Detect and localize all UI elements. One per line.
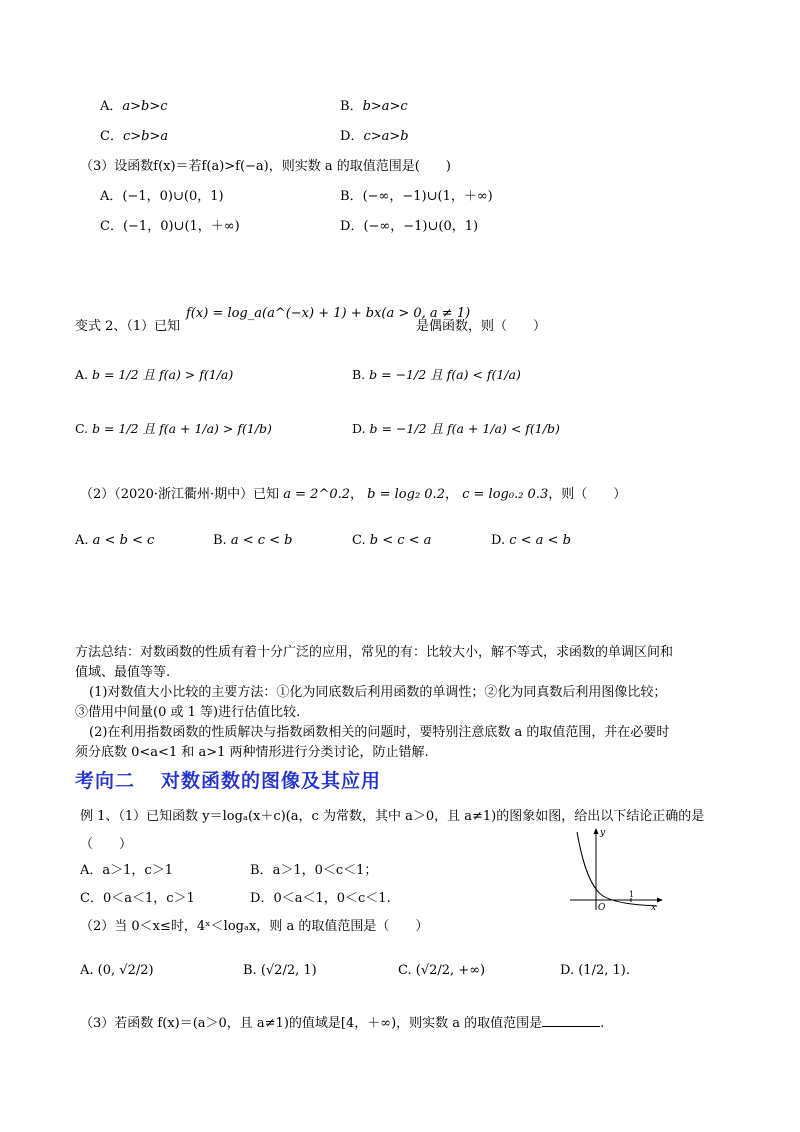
summary-line-5: (2)在利用指数函数的性质解决与指数函数相关的问题时，要特别注意底数 a 的取值范围，并在必要时 — [89, 725, 670, 740]
x-label: x — [651, 903, 657, 912]
y-axis-arrow — [594, 828, 599, 834]
v2-q2-option-c: C. b < c < a — [352, 533, 432, 548]
v2-q2-a: a = 2^0.2 — [283, 487, 351, 502]
q3-option-d: D．(−∞，−1)∪(0，1) — [340, 219, 479, 234]
section-heading: 考向二 对数函数的图像及其应用 — [75, 770, 382, 792]
summary-line-3: (1)对数值大小比较的主要方法：①化为同底数后利用函数的单调性；②化为同真数后利用图像比较； — [89, 685, 667, 700]
v2-q2-b: b = log₂ 0.2 — [367, 487, 445, 502]
v2-q2-stem: （2）（2020·浙江衢州·期中）已知 a = 2^0.2， b = log₂ 0.2， c = log₀.₂ 0.3，则（ ） — [80, 487, 627, 502]
summary-line-2: 值域、最值等等. — [75, 665, 171, 680]
e1-q2-option-d: D. (1/2, 1). — [560, 963, 630, 978]
e1-q2-option-b: B. (√2/2, 1) — [243, 963, 317, 978]
option-c: C．c>b>a — [100, 129, 169, 144]
q3-option-c: C．(−1，0)∪(1，＋∞) — [100, 219, 240, 234]
variant2-stem-suffix: 是偶函数，则（ ） — [416, 319, 547, 334]
v2-q2-option-a: A. a < b < c — [75, 533, 155, 548]
example1-paren: （ ） — [80, 837, 133, 852]
v2-q2-option-d: D. c < a < b — [491, 533, 571, 548]
v2-q2-c: c = log₀.₂ 0.3 — [462, 487, 549, 502]
option-a: A．a>b>c — [100, 99, 168, 114]
v2-option-a: A. b = 1/2 且 f(a) > f(1/a) — [75, 367, 234, 382]
q3-option-b: B．(−∞，−1)∪(1，＋∞) — [340, 189, 493, 204]
variant2-stem: 变式 2、（1）已知 — [75, 319, 181, 334]
log-curve — [577, 832, 657, 906]
v2-q2-option-b: B. a < c < b — [213, 533, 293, 548]
function-graph — [565, 826, 665, 912]
e1-q3-stem: （3）若函数 f(x)＝(a＞0，且 a≠1)的值域是[4，＋∞)，则实数 a 的取值范围是 . — [80, 1016, 605, 1031]
summary-line-4: ③借用中间量(0 或 1 等)进行估值比较. — [75, 705, 301, 720]
q3-option-a: A．(−1，0)∪(0，1) — [100, 189, 224, 204]
e1-q2-option-c: C. (√2/2, +∞) — [398, 963, 486, 978]
e1-option-a: A．a＞1，c＞1 — [80, 863, 173, 878]
example1-stem: 例 1、（1）已知函数 y＝logₐ(x＋c)(a，c 为常数，其中 a＞0，且 a≠1)的图象如图，给出以下结论正确的是 — [80, 809, 705, 824]
e1-q2-stem: （2）当 0＜x≤时，4ˣ＜logₐx，则 a 的取值范围是（ ） — [80, 919, 429, 934]
e1-option-d: D．0＜a＜1，0＜c＜1. — [250, 891, 391, 906]
e1-option-c: C．0＜a＜1，c＞1 — [80, 891, 195, 906]
summary-line-1: 方法总结：对数函数的性质有着十分广泛的应用，常见的有：比较大小，解不等式，求函数的单调区间和 — [75, 645, 674, 660]
e1-option-b: B．a＞1，0＜c＜1； — [250, 863, 378, 878]
v2-option-d: D. b = −1/2 且 f(a + 1/a) < f(1/b) — [352, 421, 560, 436]
variant2-formula: f(x) = log_a(a^(−x) + 1) + bx(a > 0, a ≠ 1) — [186, 306, 471, 321]
y-label: y — [600, 828, 606, 838]
v2-option-b: B. b = −1/2 且 f(a) < f(1/a) — [352, 367, 521, 382]
question-3-stem: （3）设函数f(x)＝若f(a)>f(−a)，则实数 a 的取值范围是( ) — [80, 159, 451, 174]
option-d: D．c>a>b — [340, 129, 409, 144]
v2-option-c: C. b = 1/2 且 f(a + 1/a) > f(1/b) — [75, 421, 272, 436]
e1-q2-option-a: A. (0, √2/2) — [80, 963, 154, 978]
option-b: B．b>a>c — [340, 99, 408, 114]
origin-label: O — [598, 903, 606, 912]
x-axis-arrow — [657, 898, 663, 903]
summary-line-6: 须分底数 0<a<1 和 a>1 两种情形进行分类讨论，防止错解. — [75, 745, 429, 760]
answer-blank[interactable] — [542, 1014, 600, 1027]
one-label: 1 — [629, 890, 635, 899]
